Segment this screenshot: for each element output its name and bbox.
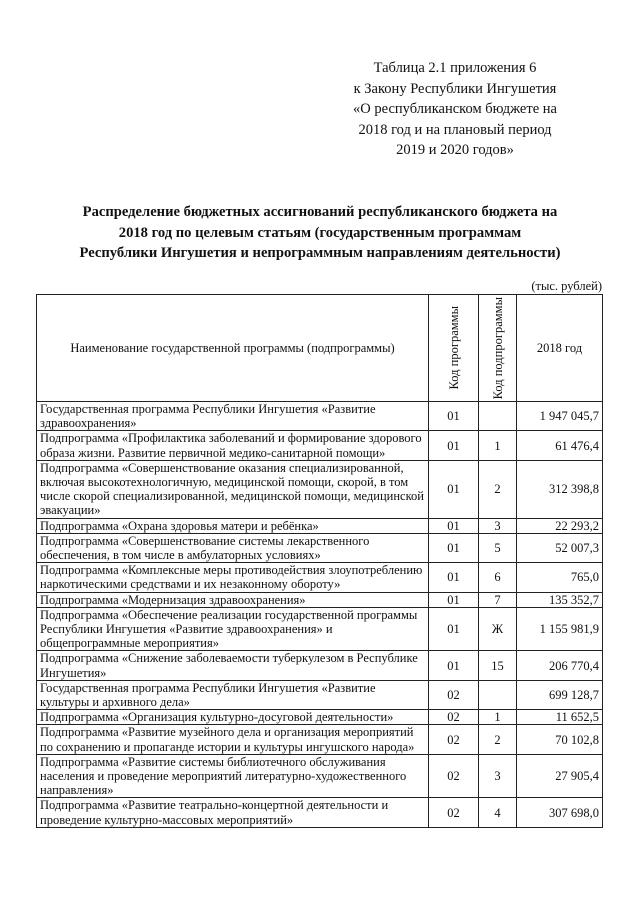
row-program-code: 01 [429,563,479,592]
row-amount: 765,0 [517,563,603,592]
row-name: Государственная программа Республики Ингушетия «Развитие здравоохранения» [37,402,429,431]
row-amount: 61 476,4 [517,431,603,460]
row-amount: 22 293,2 [517,518,603,533]
row-subprogram-code: 3 [479,754,517,798]
row-amount: 312 398,8 [517,460,603,518]
header-subprogram-code-text: Код подпрограммы [490,296,505,400]
row-program-code: 02 [429,725,479,754]
appendix-line: к Закону Республики Ингушетия [353,80,557,97]
table-row [37,518,603,533]
budget-table [36,294,603,828]
table-row [37,754,603,798]
row-amount: 1 155 981,9 [517,607,603,651]
table-row [37,402,603,431]
row-subprogram-code [479,680,517,709]
table-row [37,798,603,827]
row-amount: 135 352,7 [517,592,603,607]
row-subprogram-code: 5 [479,533,517,562]
table-row [37,710,603,725]
row-subprogram-code: 2 [479,460,517,518]
row-name: Подпрограмма «Комплексные меры противодействия злоупотреблению наркотическими средствами и их незаконному обороту» [37,563,429,592]
row-subprogram-code: 1 [479,431,517,460]
row-name: Подпрограмма «Совершенствование системы лекарственного обеспечения, в том числе в амбулаторных условиях» [37,533,429,562]
row-amount: 307 698,0 [517,798,603,827]
row-program-code: 01 [429,518,479,533]
table-row [37,725,603,754]
table-row [37,460,603,518]
row-subprogram-code: 1 [479,710,517,725]
table-row [37,607,603,651]
row-subprogram-code: 3 [479,518,517,533]
title-line: Республики Ингушетия и непрограммным направлениям деятельности) [79,245,561,261]
appendix-line: «О республиканском бюджете на [353,101,557,117]
row-program-code: 01 [429,592,479,607]
row-name: Подпрограмма «Организация культурно-досуговой деятельности» [37,710,429,725]
row-subprogram-code: 15 [479,651,517,680]
appendix-line: 2019 и 2020 годов» [396,142,514,158]
row-name: Подпрограмма «Снижение заболеваемости туберкулезом в Республике Ингушетия» [37,651,429,680]
row-amount: 11 652,5 [517,710,603,725]
title-line: Распределение бюджетных ассигнований республиканского бюджета на [82,204,558,220]
row-program-code: 02 [429,754,479,798]
table-row [37,651,603,680]
table-row [37,431,603,460]
row-program-code: 01 [429,460,479,518]
header-program-code-text: Код программы [446,306,461,390]
header-year: 2018 год [517,295,603,402]
table-header-row [37,295,603,402]
row-amount: 1 947 045,7 [517,402,603,431]
row-amount: 699 128,7 [517,680,603,709]
row-subprogram-code [479,402,517,431]
row-subprogram-code: 7 [479,592,517,607]
row-name: Подпрограмма «Развитие системы библиотечного обслуживания населения и проведение мероприятий литературно-художественного направления» [37,754,429,798]
table-row [37,563,603,592]
row-name: Подпрограмма «Развитие театрально-концертной деятельности и проведение культурно-массовых мероприятий» [37,798,429,827]
header-program-code [429,295,479,402]
units-label: (тыс. рублей) [531,279,602,293]
table-row [37,592,603,607]
row-program-code: 02 [429,680,479,709]
row-amount: 27 905,4 [517,754,603,798]
row-program-code: 01 [429,402,479,431]
row-amount: 206 770,4 [517,651,603,680]
row-subprogram-code: Ж [479,607,517,651]
row-amount: 70 102,8 [517,725,603,754]
row-program-code: 01 [429,533,479,562]
row-program-code: 01 [429,651,479,680]
row-program-code: 02 [429,798,479,827]
row-name: Государственная программа Республики Ингушетия «Развитие культуры и архивного дела» [37,680,429,709]
appendix-line: 2018 год и на плановый период [358,121,552,138]
header-subprogram-code [479,295,517,402]
row-name: Подпрограмма «Развитие музейного дела и организация мероприятий по сохранению и пропаганде истории и культуры ингушского народа» [37,725,429,754]
row-name: Подпрограмма «Обеспечение реализации государственной программы Республики Ингушетия «Развитие здравоохранения» и общепрограммные мероприятия» [37,607,429,651]
row-subprogram-code: 4 [479,798,517,827]
row-subprogram-code: 2 [479,725,517,754]
title-line: 2018 год по целевым статьям (государственным программам [118,224,522,241]
row-name: Подпрограмма «Профилактика заболеваний и формирование здорового образа жизни. Развитие первичной медико-санитарной помощи» [37,431,429,460]
row-program-code: 01 [429,431,479,460]
table-row [37,533,603,562]
appendix-line: Таблица 2.1 приложения 6 [373,60,537,76]
table-body [37,402,603,828]
document-title [70,202,570,264]
row-subprogram-code: 6 [479,563,517,592]
table-row [37,680,603,709]
row-amount: 52 007,3 [517,533,603,562]
appendix-header [340,58,570,161]
row-name: Подпрограмма «Охрана здоровья матери и ребёнка» [37,518,429,533]
row-name: Подпрограмма «Совершенствование оказания специализированной, включая высокотехнологичную, медицинской помощи, скорой, в том числе скорой специализированной, медицинской помощи, медицинской эвакуации» [37,460,429,518]
row-program-code: 01 [429,607,479,651]
row-name: Подпрограмма «Модернизация здравоохранения» [37,592,429,607]
row-program-code: 02 [429,710,479,725]
header-name: Наименование государственной программы (подпрограммы) [37,295,429,402]
